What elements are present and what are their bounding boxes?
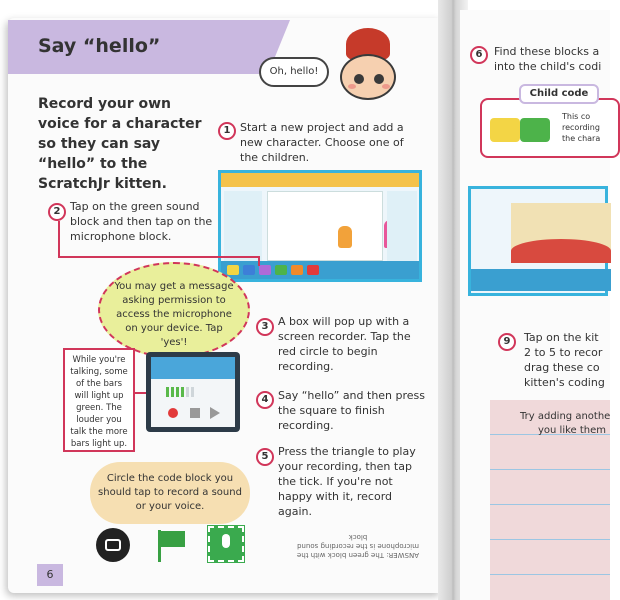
step-6-text-line2: into the child's codi xyxy=(494,60,602,73)
step-4-number: 4 xyxy=(256,391,274,409)
blue-block-icon xyxy=(243,265,255,275)
step-5-number: 5 xyxy=(256,448,274,466)
permission-note: You may get a message asking permission to access the microphone on your device. Tap 'yes'! xyxy=(98,262,250,358)
rug-shape xyxy=(511,239,611,263)
step-3-text: A box will pop up with a screen recorder. Tap the red circle to begin recording. xyxy=(278,315,411,373)
step-9-number: 9 xyxy=(498,333,516,351)
volume-bar xyxy=(191,387,194,397)
step-1-text: Start a new project and add a new character. Choose one of the children. xyxy=(240,121,404,164)
step-6-text-line1: Find these blocks a xyxy=(494,45,600,58)
app-topbar xyxy=(221,173,419,187)
page-number: 6 xyxy=(37,564,63,586)
record-circle-icon xyxy=(168,408,178,418)
child-code-line: the chara xyxy=(562,134,601,143)
connector-line xyxy=(58,221,60,257)
orange-block-icon xyxy=(291,265,303,275)
red-block-icon xyxy=(307,265,319,275)
step-1-number: 1 xyxy=(218,122,236,140)
step-2-number: 2 xyxy=(48,203,66,221)
volume-bar xyxy=(186,387,189,397)
purple-block-icon xyxy=(259,265,271,275)
flag-cloth xyxy=(161,531,185,547)
step-3-number: 3 xyxy=(256,318,274,336)
volume-bar xyxy=(166,387,169,397)
child-code-tag: Child code xyxy=(519,84,599,104)
child-code-line: This co xyxy=(562,112,591,121)
cheek-left xyxy=(348,84,356,89)
step-9-line: Tap on the kit xyxy=(524,331,599,344)
eye-left xyxy=(354,74,364,84)
recorder-screen xyxy=(146,352,240,432)
start-block-icon xyxy=(490,118,520,142)
microphone-block-icon[interactable] xyxy=(208,526,244,562)
character-panel xyxy=(224,191,262,261)
child-code-line: recording xyxy=(562,123,600,132)
play-triangle-icon xyxy=(210,407,220,419)
activity-cloud: Circle the code block you should tap to record a sound or your voice. xyxy=(90,462,250,524)
step-5-text: Press the triangle to play your recording, then tap the tick. If you're not happy with it, record again. xyxy=(278,445,416,518)
camera-lens-icon xyxy=(105,539,121,551)
step-4-text: Say “hello” and then press the square to finish recording. xyxy=(278,389,426,432)
step-9-line: drag these co xyxy=(524,361,600,374)
talking-note: While you're talking, some of the bars will light up green. The louder you talk the more bars light up. xyxy=(63,348,135,452)
volume-bar xyxy=(171,387,174,397)
connector-line xyxy=(58,256,258,258)
volume-bar xyxy=(176,387,179,397)
step-9-line: 2 to 5 to recor xyxy=(524,346,603,359)
child-character-illustration xyxy=(332,26,402,104)
scratchjr-screenshot-right xyxy=(468,186,608,296)
cheek-right xyxy=(382,84,390,89)
step-6-number: 6 xyxy=(470,46,488,64)
camera-icon[interactable] xyxy=(96,528,130,562)
intro-text: Record your own voice for a character so they can say “hello” to the ScratchJr kitten. xyxy=(38,96,202,192)
green-flag-icon[interactable] xyxy=(150,528,188,564)
volume-bar xyxy=(181,387,184,397)
scratchjr-screenshot xyxy=(218,170,422,282)
kitten-sprite-icon xyxy=(338,226,352,248)
page-title: Say “hello” xyxy=(38,35,161,57)
block-palette-right xyxy=(471,269,611,291)
sound-block-icon xyxy=(520,118,550,142)
eye-right xyxy=(374,74,384,84)
app-stage xyxy=(267,191,383,261)
connector-line xyxy=(258,256,260,266)
try-line: you like them xyxy=(538,425,607,436)
step-2-text: Tap on the green sound block and then tap on the microphone block. xyxy=(70,200,213,243)
recorder-header xyxy=(151,357,235,379)
speech-bubble: Oh, hello! xyxy=(259,57,329,87)
try-line: Try adding anothe xyxy=(520,411,611,422)
microphone-icon xyxy=(222,534,230,548)
face-shape xyxy=(340,54,396,100)
scene-panel xyxy=(387,191,417,261)
stop-square-icon xyxy=(190,408,200,418)
upside-down-answer: ANSWER: The green block with the microphone is the recording sound block xyxy=(296,533,420,559)
green-sound-block-icon xyxy=(275,265,287,275)
yellow-block-icon xyxy=(227,265,239,275)
step-9-line: kitten's coding xyxy=(524,376,605,389)
try-note-text xyxy=(520,410,610,438)
